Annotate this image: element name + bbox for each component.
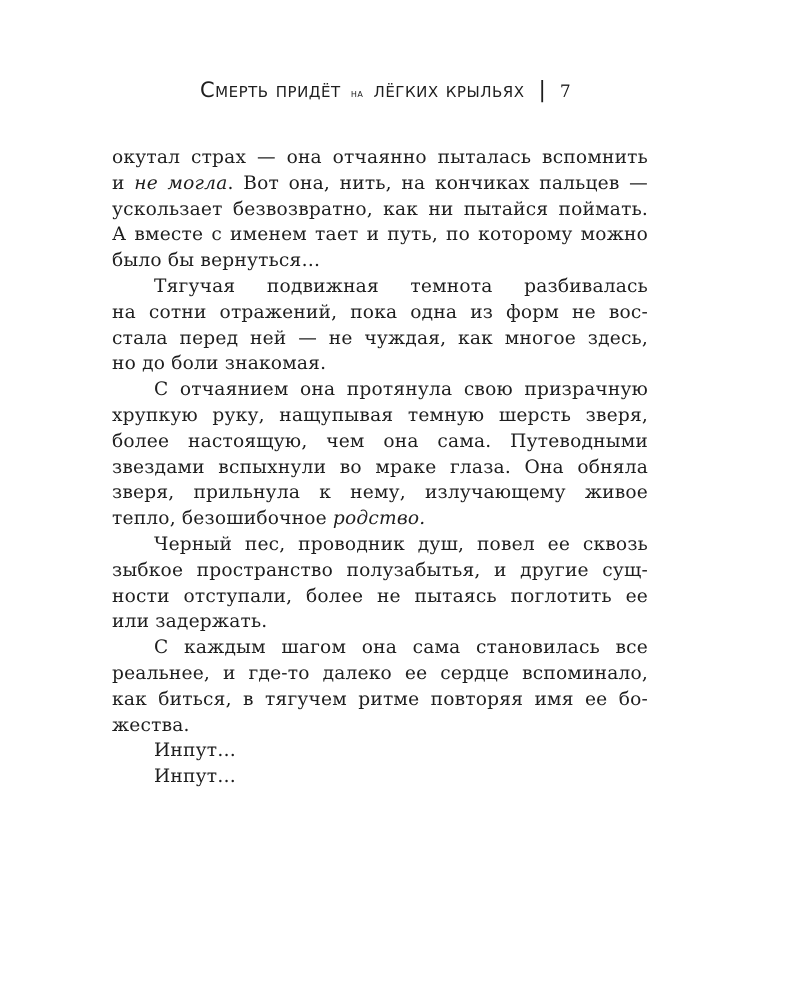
italic-text: не могла: [134, 172, 228, 194]
book-title-part-2: лёгких крыльях: [373, 78, 525, 102]
text-line: С отчаянием она протянула свою призрачную: [154, 379, 648, 401]
header-separator: |: [538, 78, 546, 103]
text-line: звездами вспыхнули во мраке глаза. Она обняла: [112, 456, 648, 478]
text-line: как биться, в тягучем ритме повторяя имя ее бо-: [112, 688, 648, 710]
text-line: стала перед ней — не чуждая, как многое здесь,: [112, 327, 648, 349]
text-line: А вместе с именем тает и путь, по которому можно: [112, 224, 648, 246]
text-line: на сотни отражений, пока одна из форм не вос-: [112, 301, 648, 323]
text-fragment: . Вот она, нить, на кончиках пальцев —: [227, 172, 648, 194]
text-line: ности отступали, более не пытаясь поглотить ее: [112, 585, 648, 607]
text-line: реальнее, и где-то далеко ее сердце вспоминало,: [112, 662, 648, 684]
text-line: было бы вернуться…: [112, 250, 321, 272]
text-line: Тягучая подвижная темнота разбивалась: [154, 275, 648, 297]
text-line: [112, 171, 648, 197]
text-line: окутал страх — она отчаянно пыталась вспомнить: [112, 147, 648, 168]
book-title: [200, 78, 524, 102]
text-line: С каждым шагом она сама становилась все: [154, 637, 648, 659]
text-line: Черный пес, проводник душ, повел ее сквозь: [154, 533, 648, 555]
text-fragment: тепло, безошибочное: [112, 508, 327, 530]
page-number: 7: [559, 82, 571, 102]
running-header: [200, 78, 682, 108]
page-text: [112, 145, 648, 790]
text-line: [112, 506, 648, 532]
text-line: хрупкую руку, нащупывая темную шерсть зверя,: [112, 404, 648, 426]
text-line: Инпут…: [154, 766, 237, 788]
text-fragment: и: [112, 172, 125, 194]
text-line: более настоящую, чем она сама. Путеводными: [112, 430, 648, 452]
text-line: жества.: [112, 714, 190, 736]
text-line: или задержать.: [112, 611, 268, 633]
text-line: зыбкое пространство полузабытья, и другие сущ-: [112, 559, 648, 581]
text-line: ускользает безвозвратно, как ни пытайся поймать.: [112, 198, 648, 220]
text-line: но до боли знакомая.: [112, 353, 327, 375]
book-title-small-word: на: [350, 86, 364, 100]
text-line: Инпут…: [154, 740, 237, 762]
book-title-part-1: Смерть придёт: [200, 78, 341, 102]
italic-text: родство.: [332, 508, 426, 530]
text-line: зверя, прильнула к нему, излучающему живое: [112, 482, 648, 504]
